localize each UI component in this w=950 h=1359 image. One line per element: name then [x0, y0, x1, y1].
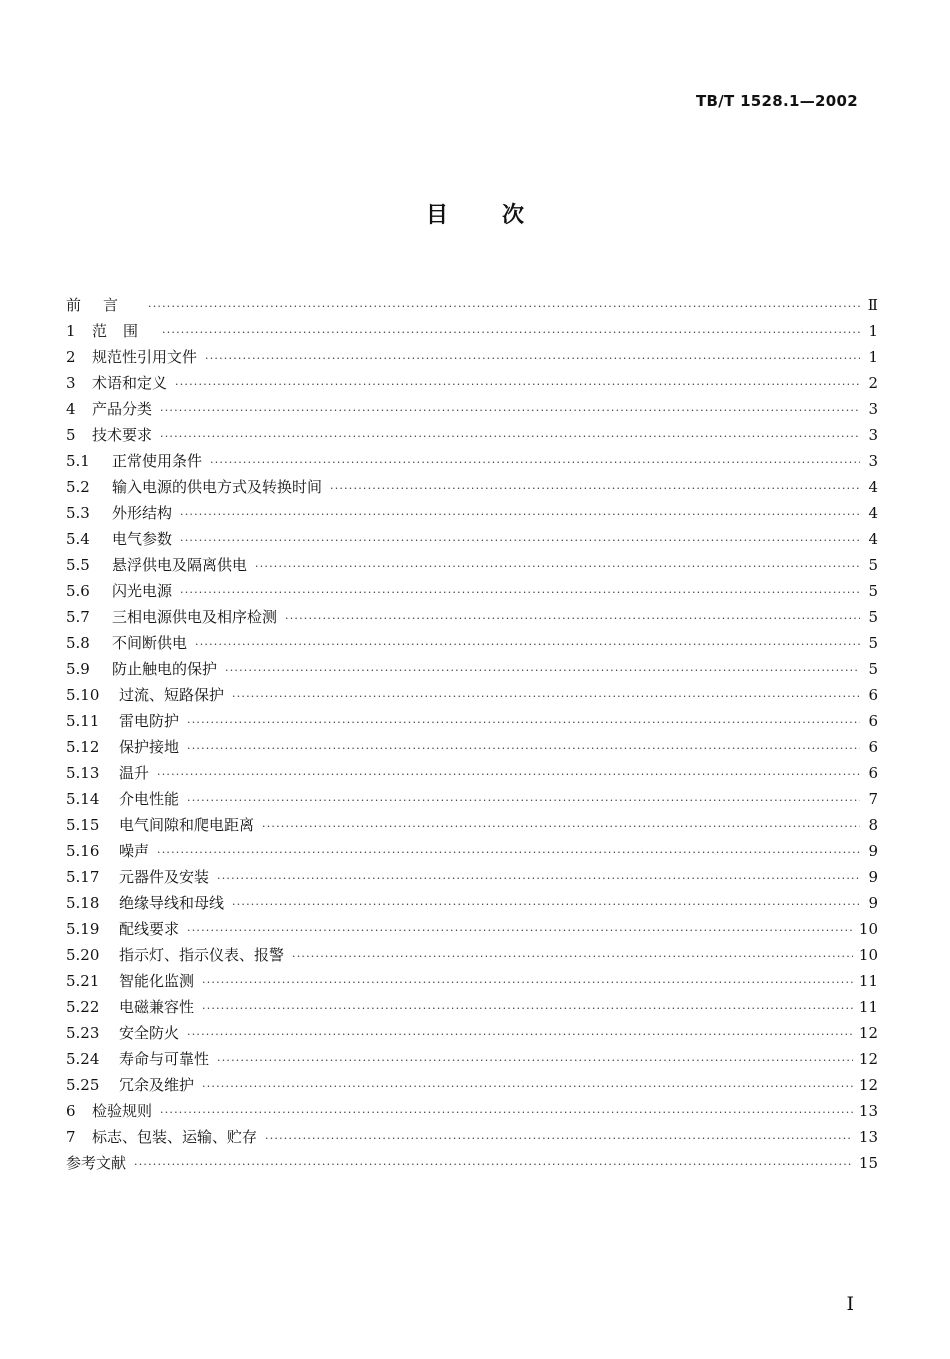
toc-entry-number: 1 [66, 322, 76, 340]
toc-entry-title: 介电性能 [119, 790, 180, 808]
toc-entry-page: 13 [858, 1128, 878, 1146]
dot-leader [160, 424, 860, 450]
dot-leader [217, 866, 860, 892]
toc-entry[interactable] [66, 526, 878, 552]
toc-entry-page: 10 [858, 920, 878, 938]
toc-entry-number: 5.19 [66, 920, 100, 938]
toc-entry-page: 6 [868, 686, 878, 704]
toc-entry[interactable] [66, 916, 878, 942]
toc-entry-number: 5.13 [66, 764, 100, 782]
toc-entry-title: 保护接地 [119, 738, 180, 756]
toc-entry[interactable] [66, 786, 878, 812]
toc-entry[interactable] [66, 474, 878, 500]
dot-leader [225, 658, 860, 684]
dot-leader [175, 372, 860, 398]
toc-entry[interactable] [66, 1020, 878, 1046]
toc-entry-number: 5.24 [66, 1050, 100, 1068]
toc-entry-number: 5.12 [66, 738, 100, 756]
toc-entry-title: 指示灯、指示仪表、报警 [119, 946, 285, 964]
toc-entry[interactable] [66, 422, 878, 448]
toc-entry-title: 检验规则 [92, 1102, 153, 1120]
toc-entry[interactable] [66, 1124, 878, 1150]
toc-entry-page: 9 [868, 842, 878, 860]
toc-entry-number: 5.14 [66, 790, 100, 808]
dot-leader [157, 762, 860, 788]
toc-entry[interactable] [66, 1150, 878, 1176]
toc-entry-page: 9 [868, 894, 878, 912]
toc-entry[interactable] [66, 708, 878, 734]
toc-entry-title: 不间断供电 [112, 634, 188, 652]
page-number: I [846, 1293, 854, 1315]
dot-leader [187, 918, 853, 944]
toc-entry-number: 5.10 [66, 686, 100, 704]
dot-leader [292, 944, 853, 970]
toc-entry-number: 5 [66, 426, 76, 444]
toc-entry-page: 4 [868, 478, 878, 496]
toc-entry-title: 术语和定义 [92, 374, 168, 392]
toc-entry[interactable] [66, 682, 878, 708]
toc-entry-page: 12 [858, 1076, 878, 1094]
toc-entry-page: 12 [858, 1024, 878, 1042]
dot-leader [205, 346, 860, 372]
toc-entry-title: 外形结构 [112, 504, 173, 522]
toc-entry-title: 冗余及维护 [119, 1076, 195, 1094]
dot-leader [202, 1074, 853, 1100]
toc-entry-page: 12 [858, 1050, 878, 1068]
toc-entry-number: 5.18 [66, 894, 100, 912]
toc-entry[interactable] [66, 552, 878, 578]
toc-entry-title: 防止触电的保护 [112, 660, 218, 678]
dot-leader [180, 580, 860, 606]
toc-entry-page: 10 [858, 946, 878, 964]
toc-entry-page: 6 [868, 764, 878, 782]
toc-entry-title: 寿命与可靠性 [119, 1050, 210, 1068]
toc-entry-page: 8 [868, 816, 878, 834]
toc-entry[interactable] [66, 578, 878, 604]
dot-leader [232, 892, 860, 918]
toc-entry[interactable] [66, 968, 878, 994]
toc-entry[interactable] [66, 292, 878, 318]
dot-leader [187, 736, 860, 762]
toc-entry-title: 产品分类 [92, 400, 153, 418]
toc-entry-page: 11 [858, 998, 878, 1016]
toc-entry-number: 7 [66, 1128, 76, 1146]
dot-leader [265, 1126, 853, 1152]
toc-entry[interactable] [66, 318, 878, 344]
toc-entry-number: 5.5 [66, 556, 90, 574]
toc-entry-number: 5.23 [66, 1024, 100, 1042]
toc-entry-title: 过流、短路保护 [119, 686, 225, 704]
toc-entry-page: 5 [868, 608, 878, 626]
toc-entry[interactable] [66, 994, 878, 1020]
toc-entry-number: 5.3 [66, 504, 90, 522]
toc-entry-number: 6 [66, 1102, 76, 1120]
toc-entry-page: 11 [858, 972, 878, 990]
dot-leader [160, 398, 860, 424]
toc-entry-title: 规范性引用文件 [92, 348, 198, 366]
toc-entry-number: 5.11 [66, 712, 100, 730]
standard-code: TB/T 1528.1—2002 [695, 92, 858, 110]
toc-entry-title: 元器件及安装 [119, 868, 210, 886]
toc-entry[interactable] [66, 344, 878, 370]
toc-entry-title: 技术要求 [92, 426, 153, 444]
toc-entry-title: 绝缘导线和母线 [119, 894, 225, 912]
toc-entry-title: 正常使用条件 [112, 452, 203, 470]
dot-leader [195, 632, 860, 658]
toc-entry[interactable] [66, 734, 878, 760]
toc-entry[interactable] [66, 448, 878, 474]
toc-entry[interactable] [66, 500, 878, 526]
toc-entry-title: 安全防火 [119, 1024, 180, 1042]
toc-entry-page: 1 [868, 348, 878, 366]
toc-entry-title: 温升 [119, 764, 150, 782]
toc-entry-number: 5.16 [66, 842, 100, 860]
toc-entry-page: 2 [868, 374, 878, 392]
toc-entry-title: 悬浮供电及隔离供电 [112, 556, 248, 574]
dot-leader [217, 1048, 853, 1074]
toc-entry-page: 15 [858, 1154, 878, 1172]
toc-entry-title: 前言 [66, 296, 141, 314]
toc-entry[interactable] [66, 656, 878, 682]
toc-entry-number: 4 [66, 400, 76, 418]
toc-entry-number: 5.17 [66, 868, 100, 886]
toc-entry-page: 5 [868, 556, 878, 574]
toc-entry-title: 范围 [92, 322, 155, 340]
dot-leader [160, 1100, 853, 1126]
toc-entry[interactable] [66, 760, 878, 786]
dot-leader [262, 814, 860, 840]
toc-entry-number: 5.21 [66, 972, 100, 990]
toc-entry-page: 13 [858, 1102, 878, 1120]
toc-entry-page: 5 [868, 634, 878, 652]
toc-entry-title: 电磁兼容性 [119, 998, 195, 1016]
toc-entry-title: 电气参数 [112, 530, 173, 548]
toc-entry-number: 5.2 [66, 478, 90, 496]
toc-entry-title: 输入电源的供电方式及转换时间 [112, 478, 323, 496]
toc-entry-number: 5.1 [66, 452, 90, 470]
dot-leader [232, 684, 860, 710]
toc-entry-number: 5.7 [66, 608, 90, 626]
toc-entry-title: 配线要求 [119, 920, 180, 938]
toc-entry-title: 三相电源供电及相序检测 [112, 608, 278, 626]
dot-leader [285, 606, 860, 632]
toc-entry[interactable] [66, 864, 878, 890]
dot-leader [202, 970, 853, 996]
toc-entry-number: 5.8 [66, 634, 90, 652]
toc-entry-number: 5.6 [66, 582, 90, 600]
dot-leader [187, 788, 860, 814]
dot-leader [134, 1152, 853, 1178]
toc-entry-number: 5.25 [66, 1076, 100, 1094]
toc-entry-page: 3 [868, 400, 878, 418]
toc-entry-title: 闪光电源 [112, 582, 173, 600]
toc-entry-number: 5.22 [66, 998, 100, 1016]
toc-entry-title: 噪声 [119, 842, 150, 860]
toc-entry-number: 5.4 [66, 530, 90, 548]
dot-leader [157, 840, 860, 866]
toc-entry[interactable] [66, 812, 878, 838]
toc-entry[interactable] [66, 890, 878, 916]
dot-leader [180, 528, 860, 554]
toc-entry-title: 雷电防护 [119, 712, 180, 730]
table-of-contents [66, 292, 878, 1176]
dot-leader [187, 710, 860, 736]
toc-entry-page: 5 [868, 660, 878, 678]
toc-entry[interactable] [66, 942, 878, 968]
toc-entry-number: 3 [66, 374, 76, 392]
toc-entry-number: 5.9 [66, 660, 90, 678]
toc-entry[interactable] [66, 630, 878, 656]
dot-leader [202, 996, 853, 1022]
toc-entry-page: 4 [868, 530, 878, 548]
page-title: 目次 [425, 203, 578, 228]
toc-entry-page: 9 [868, 868, 878, 886]
toc-entry-page: Ⅱ [867, 296, 878, 314]
dot-leader [187, 1022, 853, 1048]
toc-entry[interactable] [66, 370, 878, 396]
toc-entry-page: 5 [868, 582, 878, 600]
toc-entry-title: 智能化监测 [119, 972, 195, 990]
toc-entry-page: 7 [868, 790, 878, 808]
toc-entry-number: 5.20 [66, 946, 100, 964]
dot-leader [330, 476, 860, 502]
toc-entry[interactable] [66, 1098, 878, 1124]
toc-entry[interactable] [66, 604, 878, 630]
toc-entry-title: 参考文献 [66, 1154, 127, 1172]
toc-entry-title: 电气间隙和爬电距离 [119, 816, 255, 834]
toc-entry-page: 4 [868, 504, 878, 522]
toc-entry[interactable] [66, 396, 878, 422]
toc-entry[interactable] [66, 1072, 878, 1098]
toc-entry-page: 1 [868, 322, 878, 340]
toc-entry-page: 3 [868, 452, 878, 470]
toc-entry-page: 6 [868, 712, 878, 730]
toc-entry[interactable] [66, 1046, 878, 1072]
toc-entry-number: 2 [66, 348, 76, 366]
toc-entry-number: 5.15 [66, 816, 100, 834]
toc-entry-page: 3 [868, 426, 878, 444]
dot-leader [162, 320, 860, 346]
dot-leader [148, 294, 860, 320]
toc-entry-page: 6 [868, 738, 878, 756]
toc-entry[interactable] [66, 838, 878, 864]
toc-entry-title: 标志、包装、运输、贮存 [92, 1128, 258, 1146]
dot-leader [255, 554, 860, 580]
dot-leader [180, 502, 860, 528]
dot-leader [210, 450, 860, 476]
